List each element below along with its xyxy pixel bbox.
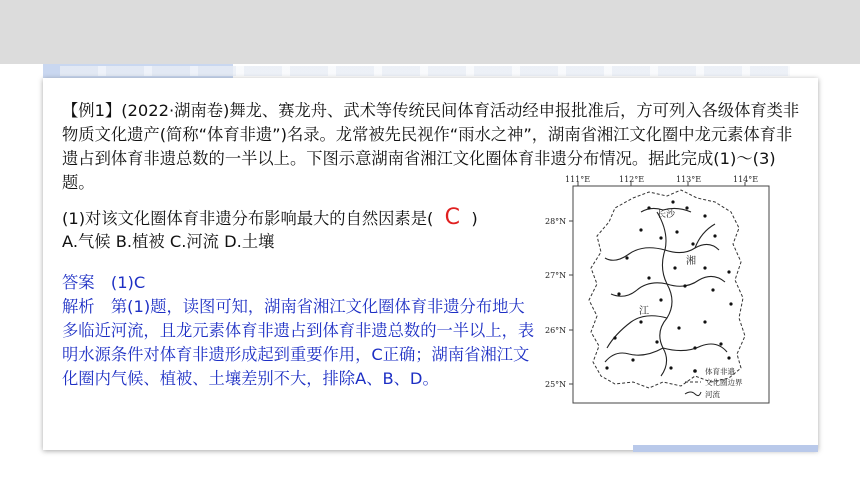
- question-1: [62, 206, 478, 231]
- lon-label: 111°E: [565, 175, 591, 184]
- xiang-label: 湘: [686, 256, 696, 267]
- question-1-answer: C: [444, 205, 461, 230]
- analysis-text: 解析 第(1)题，读图可知，湖南省湘江文化圈体育非遗分布地大多临近河流，且龙元素体育非遗占到体育非遗总数的一半以上，表明水源条件对体育非遗形成起到重要作用，C正确；湖南省湘江文化圈内气候、植被、土壤差别不大，排除A、B、D。: [62, 297, 535, 388]
- lon-label: 113°E: [676, 175, 702, 184]
- question-stem: 【例1】(2022·湖南卷)舞龙、赛龙舟、武术等传统民间体育活动经申报批准后，方可列入各级体育类非物质文化遗产(简称“体育非遗”)名录。龙常被先民视作“雨水之神”，湖南省湘江文化圈中龙元素体育非遗占到体育非遗总数的一半以上。下图示意湖南省湘江文化圈体育非遗分布情况。据此完成(1)～(3)题。: [62, 101, 800, 192]
- changsha-label: 长沙: [657, 210, 676, 220]
- legend-heritage: 体育非遗: [705, 367, 735, 376]
- legend-river: 河流: [705, 390, 720, 399]
- answer-line: 答案 (1)C: [62, 273, 146, 292]
- lat-label: 25°N: [545, 380, 567, 389]
- hunan-xiangjiang-map: [545, 172, 775, 404]
- legend-boundary: 文化圈边界: [705, 378, 743, 387]
- jiang-label: 江: [639, 306, 649, 317]
- lat-label: 27°N: [545, 271, 567, 280]
- question-1-text: (1)对该文化圈体育非遗分布影响最大的自然因素是(: [62, 209, 434, 228]
- faded-background-text: [60, 66, 790, 76]
- lat-label: 28°N: [545, 217, 567, 226]
- question-1-close: ): [471, 209, 478, 228]
- lon-label: 112°E: [619, 175, 645, 184]
- lon-label: 114°E: [733, 175, 759, 184]
- answer-options: A.气候 B.植被 C.河流 D.土壤: [62, 232, 275, 251]
- footer-accent-bar: [633, 445, 818, 452]
- top-toolbar-band: [0, 0, 860, 64]
- lat-label: 26°N: [545, 326, 567, 335]
